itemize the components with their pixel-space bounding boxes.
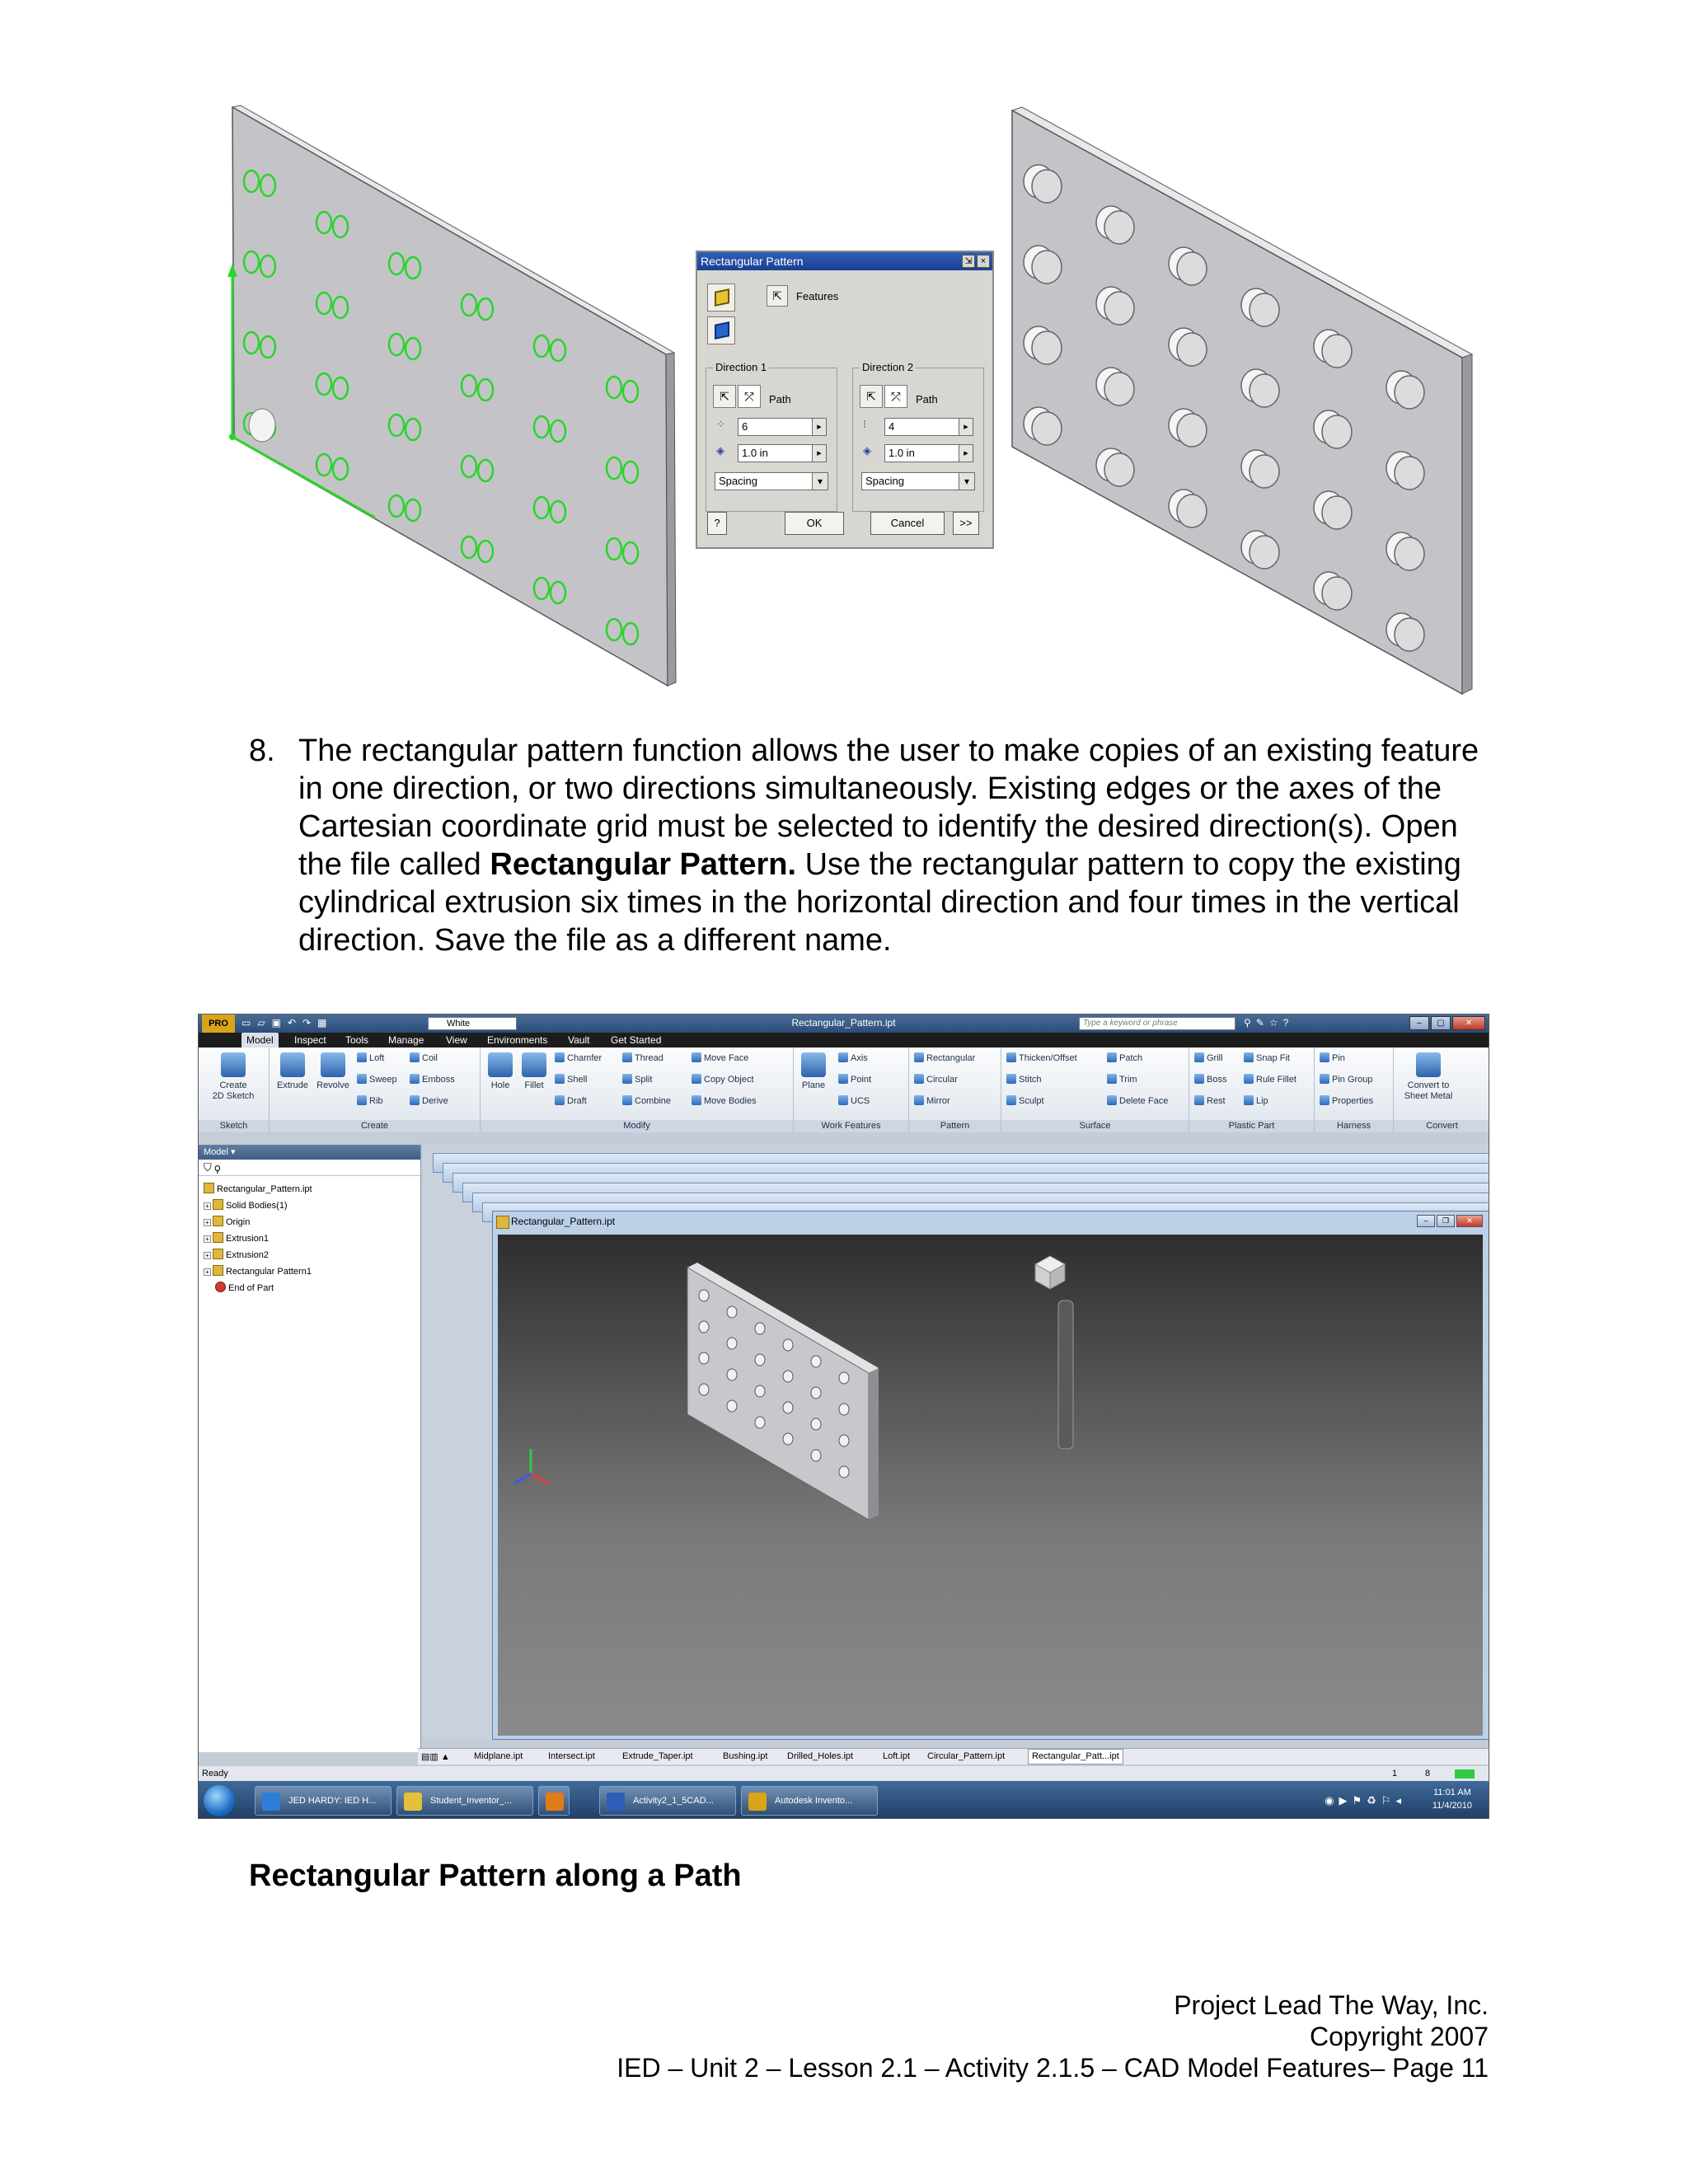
tab-manage[interactable]: Manage: [388, 1034, 424, 1046]
viewport-boss: [755, 1385, 765, 1397]
direction2-path-label: Path: [916, 393, 938, 405]
direction1-path-label: Path: [769, 393, 791, 405]
status-count-2: 8: [1425, 1769, 1431, 1779]
inventor-screenshot: [198, 1014, 1489, 1819]
close-icon[interactable]: ✕: [1452, 1016, 1485, 1030]
cancel-button[interactable]: Cancel: [870, 512, 945, 535]
boss-face: [1395, 618, 1424, 651]
boss-face: [1322, 415, 1352, 448]
plastic-part-panel: [1189, 1047, 1315, 1132]
convert-to-sheet-metal-button[interactable]: Convert to Sheet Metal: [1397, 1052, 1460, 1102]
plate-result-image: [1006, 99, 1475, 701]
boss-face: [1177, 252, 1207, 285]
stitch-button[interactable]: Stitch: [1006, 1074, 1042, 1085]
filter-icon: ⛉: [204, 1161, 212, 1174]
close-icon[interactable]: ✕: [1456, 1215, 1483, 1227]
doc-tab[interactable]: Loft.ipt: [883, 1751, 911, 1761]
viewport-boss: [727, 1338, 737, 1349]
memory-indicator: [1455, 1769, 1475, 1779]
taskbar-item-explorer[interactable]: Student_Inventor_...: [396, 1786, 533, 1816]
create-2d-sketch-button[interactable]: Create 2D Sketch: [204, 1052, 263, 1102]
viewport-boss: [811, 1387, 821, 1399]
viewport-boss: [699, 1352, 709, 1364]
model-browser: [199, 1145, 421, 1752]
viewport-boss: [727, 1369, 737, 1380]
step-text-part: The rectangular pattern function allows the user to make copies of an existing feature in one direction, or two directions simultaneously. Existing edges or the axes of the Cartesian coordinate grid must be selected to identify the desired direction(s). Open the file called: [298, 733, 1479, 882]
viewport-boss: [811, 1450, 821, 1461]
work-features-panel: [794, 1047, 909, 1132]
direction2-label: Direction 2: [860, 361, 916, 373]
clock-time: 11:01 AM: [1433, 1788, 1471, 1797]
direction2-distance-field[interactable]: 1.0 in ▸: [884, 444, 973, 462]
point-button[interactable]: Point: [838, 1074, 871, 1085]
close-icon[interactable]: ×: [977, 255, 990, 268]
doc-tab[interactable]: Midplane.ipt: [474, 1751, 523, 1761]
taskbar-clock[interactable]: [1432, 1786, 1472, 1812]
help-button[interactable]: ?: [707, 512, 727, 535]
viewport-boss: [811, 1418, 821, 1430]
viewport-boss: [839, 1435, 849, 1446]
split-button[interactable]: Split: [622, 1074, 652, 1085]
dialog-title: Rectangular Pattern: [701, 255, 804, 268]
inventor-logo-icon[interactable]: PRO: [202, 1015, 235, 1033]
viewport-boss: [699, 1290, 709, 1301]
harness-panel: [1315, 1047, 1394, 1132]
direction2-method-select[interactable]: Spacing ▾: [861, 472, 975, 490]
section-heading: Rectangular Pattern along a Path: [249, 1858, 742, 1893]
step-text: [298, 732, 1502, 959]
step-number: 8.: [249, 733, 275, 768]
browser-toolbar[interactable]: [199, 1160, 420, 1176]
viewport-boss: [783, 1339, 793, 1351]
footer-org: Project Lead The Way, Inc.: [1174, 1990, 1489, 2020]
rectangular-pattern-button[interactable]: Rectangular: [914, 1052, 975, 1063]
boss-face: [1395, 457, 1424, 490]
modify-panel-title: Modify: [481, 1120, 793, 1132]
tab-view[interactable]: View: [446, 1034, 467, 1046]
coil-button[interactable]: Coil: [410, 1052, 438, 1063]
direction1-label: Direction 1: [713, 361, 769, 373]
boss-face: [1104, 453, 1134, 486]
features-select-button[interactable]: ⇱: [767, 285, 788, 307]
count-icon: ⁘: [716, 418, 725, 430]
taskbar-item-inventor[interactable]: Autodesk Invento...: [741, 1786, 878, 1816]
spacing-icon: ◈: [716, 444, 724, 457]
circular-pattern-button[interactable]: Circular: [914, 1074, 958, 1085]
doc-tab[interactable]: Bushing.ipt: [723, 1751, 768, 1761]
document-area: [423, 1145, 1489, 1740]
active-document-window: [492, 1211, 1489, 1740]
count-icon: ⁝: [863, 418, 867, 430]
work-features-panel-title: Work Features: [794, 1120, 908, 1132]
browser-header[interactable]: Model ▾: [199, 1145, 420, 1160]
viewport-boss: [839, 1372, 849, 1384]
step-text-part: Use the rectangular pattern to copy the existing cylindrical extrusion six times in the horizontal direction and four times in the vertical direction. Save the file as a different name.: [298, 847, 1461, 958]
direction1-flip-button[interactable]: ⤱: [738, 385, 761, 408]
sketch-panel: [199, 1047, 270, 1132]
taskbar-item-ie[interactable]: JED HARDY: IED H...: [255, 1786, 392, 1816]
lip-button[interactable]: Lip: [1244, 1095, 1268, 1106]
hole-button[interactable]: Hole: [484, 1052, 517, 1091]
direction1-count-field[interactable]: 6 ▸: [738, 418, 827, 436]
boss-face: [1322, 496, 1352, 529]
mirror-button[interactable]: Mirror: [914, 1095, 950, 1106]
viewport-boss: [755, 1417, 765, 1428]
doc-tab-active[interactable]: Rectangular_Patt...ipt: [1028, 1749, 1123, 1765]
footer-course: IED – Unit 2 – Lesson 2.1 – Activity 2.1.5 – CAD Model Features– Page 11: [617, 2053, 1489, 2083]
boss-face: [1395, 537, 1424, 570]
minimize-icon[interactable]: –: [1409, 1016, 1429, 1030]
tab-inspect[interactable]: Inspect: [294, 1034, 326, 1046]
tree-node-end-of-part[interactable]: End of Part: [215, 1282, 274, 1293]
viewport-boss: [783, 1402, 793, 1413]
tab-get-started[interactable]: Get Started: [611, 1034, 662, 1046]
app-title: Rectangular_Pattern.ipt: [791, 1017, 896, 1029]
tab-nav-icons[interactable]: ▤▥ ▲: [421, 1752, 450, 1762]
system-tray-icons[interactable]: ◉▶⚑♻⚐◂: [1325, 1794, 1406, 1807]
ribbon-tabs: [199, 1033, 1489, 1047]
direction2-group: [852, 361, 984, 512]
trim-button[interactable]: Trim: [1107, 1074, 1137, 1085]
plastic-part-panel-title: Plastic Part: [1189, 1120, 1314, 1132]
viewport-boss: [727, 1400, 737, 1412]
boss-face: [1177, 414, 1207, 447]
boss-face: [1322, 577, 1352, 610]
boss-face: [1104, 211, 1134, 244]
tree-node-part[interactable]: Rectangular_Pattern.ipt: [204, 1183, 312, 1194]
direction2-count-field[interactable]: 4 ▸: [884, 418, 973, 436]
viewport-boss: [811, 1356, 821, 1367]
tab-environments[interactable]: Environments: [487, 1034, 548, 1046]
rest-button[interactable]: Rest: [1194, 1095, 1226, 1106]
tab-tools[interactable]: Tools: [345, 1034, 369, 1046]
tree-node-solid-bodies[interactable]: + Solid Bodies(1): [204, 1199, 288, 1211]
snap-fit-button[interactable]: Snap Fit: [1244, 1052, 1290, 1063]
sculpt-button[interactable]: Sculpt: [1006, 1095, 1044, 1106]
boss-face: [1032, 331, 1062, 364]
direction2-flip-button[interactable]: ⤱: [884, 385, 907, 408]
fillet-button[interactable]: Fillet: [517, 1052, 551, 1091]
pin-icon[interactable]: ⇲: [962, 255, 975, 268]
viewcube-icon[interactable]: [1035, 1256, 1065, 1289]
surface-panel-title: Surface: [1001, 1120, 1189, 1132]
rule-fillet-button[interactable]: Rule Fillet: [1244, 1074, 1296, 1085]
minimize-icon[interactable]: –: [1417, 1215, 1435, 1227]
boss-face: [1177, 494, 1207, 527]
boss-face: [1104, 292, 1134, 325]
boss-face: [1395, 376, 1424, 409]
boss-face: [1250, 536, 1279, 569]
axis-button[interactable]: Axis: [838, 1052, 868, 1063]
viewport-boss: [783, 1433, 793, 1445]
footer-copyright: Copyright 2007: [1309, 2022, 1489, 2051]
viewport-boss: [699, 1321, 709, 1333]
qat-icons[interactable]: ▭▱▣↶↷▦: [241, 1017, 334, 1029]
pattern-figure: [223, 99, 1475, 701]
boss-face: [1322, 335, 1352, 368]
grill-button[interactable]: Grill: [1194, 1052, 1223, 1063]
plate-preview-image: [223, 99, 684, 692]
maximize-icon[interactable]: ▢: [1431, 1016, 1451, 1030]
thread-button[interactable]: Thread: [622, 1052, 663, 1063]
find-icon: ⚲: [214, 1161, 221, 1174]
shell-button[interactable]: Shell: [555, 1074, 587, 1085]
viewport-boss: [839, 1466, 849, 1478]
properties-button[interactable]: Properties: [1320, 1095, 1373, 1106]
thicken-offset-button[interactable]: Thicken/Offset: [1006, 1052, 1077, 1063]
boss-face: [1250, 374, 1279, 407]
copy-object-button[interactable]: Copy Object: [692, 1074, 754, 1085]
pattern-solid-button[interactable]: [707, 316, 735, 344]
dialog-titlebar: [697, 252, 992, 270]
more-button[interactable]: >>: [953, 512, 979, 535]
tree-node-rectangular-pattern1[interactable]: + Rectangular Pattern1: [204, 1265, 312, 1277]
doc-tab[interactable]: Intersect.ipt: [548, 1751, 595, 1761]
viewport-boss: [783, 1371, 793, 1382]
status-text: Ready: [202, 1769, 228, 1779]
rib-button[interactable]: Rib: [357, 1095, 383, 1106]
boss-face: [1104, 373, 1134, 405]
clock-date: 11/4/2010: [1432, 1801, 1472, 1811]
taskbar-item-word[interactable]: Activity2_1_5CAD...: [599, 1786, 736, 1816]
navigation-bar[interactable]: [1058, 1301, 1073, 1449]
doc-tab[interactable]: Extrude_Taper.ipt: [622, 1751, 693, 1761]
combine-button[interactable]: Combine: [622, 1095, 671, 1106]
direction1-distance-field[interactable]: 1.0 in ▸: [738, 444, 827, 462]
boss-face: [1177, 333, 1207, 366]
features-label: Features: [796, 290, 839, 302]
emboss-button[interactable]: Emboss: [410, 1074, 455, 1085]
pin-group-button[interactable]: Pin Group: [1320, 1074, 1373, 1085]
status-count-1: 1: [1392, 1769, 1398, 1779]
loft-button[interactable]: Loft: [357, 1052, 384, 1063]
revolve-button[interactable]: Revolve: [312, 1052, 354, 1091]
windows-taskbar: [199, 1781, 1489, 1819]
pin-button[interactable]: Pin: [1320, 1052, 1345, 1063]
ok-button[interactable]: OK: [785, 512, 844, 535]
viewport-boss: [839, 1404, 849, 1415]
pattern-panel: [909, 1047, 1001, 1132]
boss-button[interactable]: Boss: [1194, 1074, 1226, 1085]
viewport-boss: [699, 1384, 709, 1395]
boss-face: [1250, 455, 1279, 488]
direction2-select-button[interactable]: ⇱: [860, 385, 883, 408]
convert-panel: [1394, 1047, 1489, 1132]
ribbon: [199, 1047, 1489, 1132]
sweep-button[interactable]: Sweep: [357, 1074, 397, 1085]
doc-tab[interactable]: Circular_Pattern.ipt: [927, 1751, 1006, 1761]
status-bar: [199, 1766, 1489, 1781]
delete-face-button[interactable]: Delete Face: [1107, 1095, 1168, 1106]
taskbar-item-media[interactable]: [538, 1786, 570, 1816]
rectangular-pattern-dialog: [696, 251, 994, 549]
graphics-viewport[interactable]: [498, 1235, 1483, 1736]
tab-vault[interactable]: Vault: [568, 1034, 590, 1046]
move-face-button[interactable]: Move Face: [692, 1052, 748, 1063]
modify-panel: [481, 1047, 794, 1132]
direction1-method-select[interactable]: Spacing ▾: [715, 472, 828, 490]
ucs-button[interactable]: UCS: [838, 1095, 870, 1106]
file-name-bold: Rectangular Pattern.: [490, 847, 797, 882]
tree-node-origin[interactable]: + Origin: [204, 1216, 250, 1227]
viewport-boss: [755, 1354, 765, 1366]
patch-button[interactable]: Patch: [1107, 1052, 1142, 1063]
quick-access-toolbar: [199, 1015, 1489, 1033]
pattern-individual-features-button[interactable]: [707, 284, 735, 312]
coordinate-triad-icon: [514, 1449, 549, 1483]
create-panel-title: Create: [270, 1120, 480, 1132]
sketch-panel-title: Sketch: [199, 1120, 269, 1132]
draft-button[interactable]: Draft: [555, 1095, 587, 1106]
chamfer-button[interactable]: Chamfer: [555, 1052, 602, 1063]
search-input[interactable]: Type a keyword or phrase: [1079, 1017, 1236, 1030]
plane-button[interactable]: Plane: [797, 1052, 830, 1091]
boss-face: [1250, 293, 1279, 326]
surface-panel: [1001, 1047, 1189, 1132]
color-combo[interactable]: White: [428, 1017, 517, 1030]
help-toolbar-icons[interactable]: ⚲✎☆?: [1244, 1017, 1294, 1029]
spacing-icon: ◈: [863, 444, 871, 457]
tree-node-extrusion1[interactable]: + Extrusion1: [204, 1232, 269, 1244]
direction1-select-button[interactable]: ⇱: [713, 385, 736, 408]
boss-face: [1032, 251, 1062, 284]
restore-icon[interactable]: ❐: [1437, 1215, 1455, 1227]
harness-panel-title: Harness: [1315, 1120, 1393, 1132]
viewport-boss: [727, 1306, 737, 1318]
3d-model-view: [498, 1235, 1483, 1736]
viewport-boss: [755, 1323, 765, 1334]
create-panel: [270, 1047, 481, 1132]
document-tabs: [418, 1748, 1489, 1765]
extrude-button[interactable]: Extrude: [273, 1052, 312, 1091]
document-title: Rectangular_Pattern.ipt: [493, 1212, 1489, 1231]
pattern-panel-title: Pattern: [909, 1120, 1001, 1132]
page-footer: [617, 1990, 1489, 2083]
start-button-icon[interactable]: [204, 1785, 235, 1816]
convert-panel-title: Convert: [1394, 1120, 1489, 1132]
direction1-group: [706, 361, 837, 512]
boss-face: [1032, 412, 1062, 445]
boss-face: [1032, 170, 1062, 203]
derive-button[interactable]: Derive: [410, 1095, 448, 1106]
tree-node-extrusion2[interactable]: + Extrusion2: [204, 1249, 269, 1260]
doc-tab[interactable]: Drilled_Holes.ipt: [787, 1751, 854, 1761]
move-bodies-button[interactable]: Move Bodies: [692, 1095, 757, 1106]
tab-model[interactable]: Model: [241, 1033, 279, 1047]
